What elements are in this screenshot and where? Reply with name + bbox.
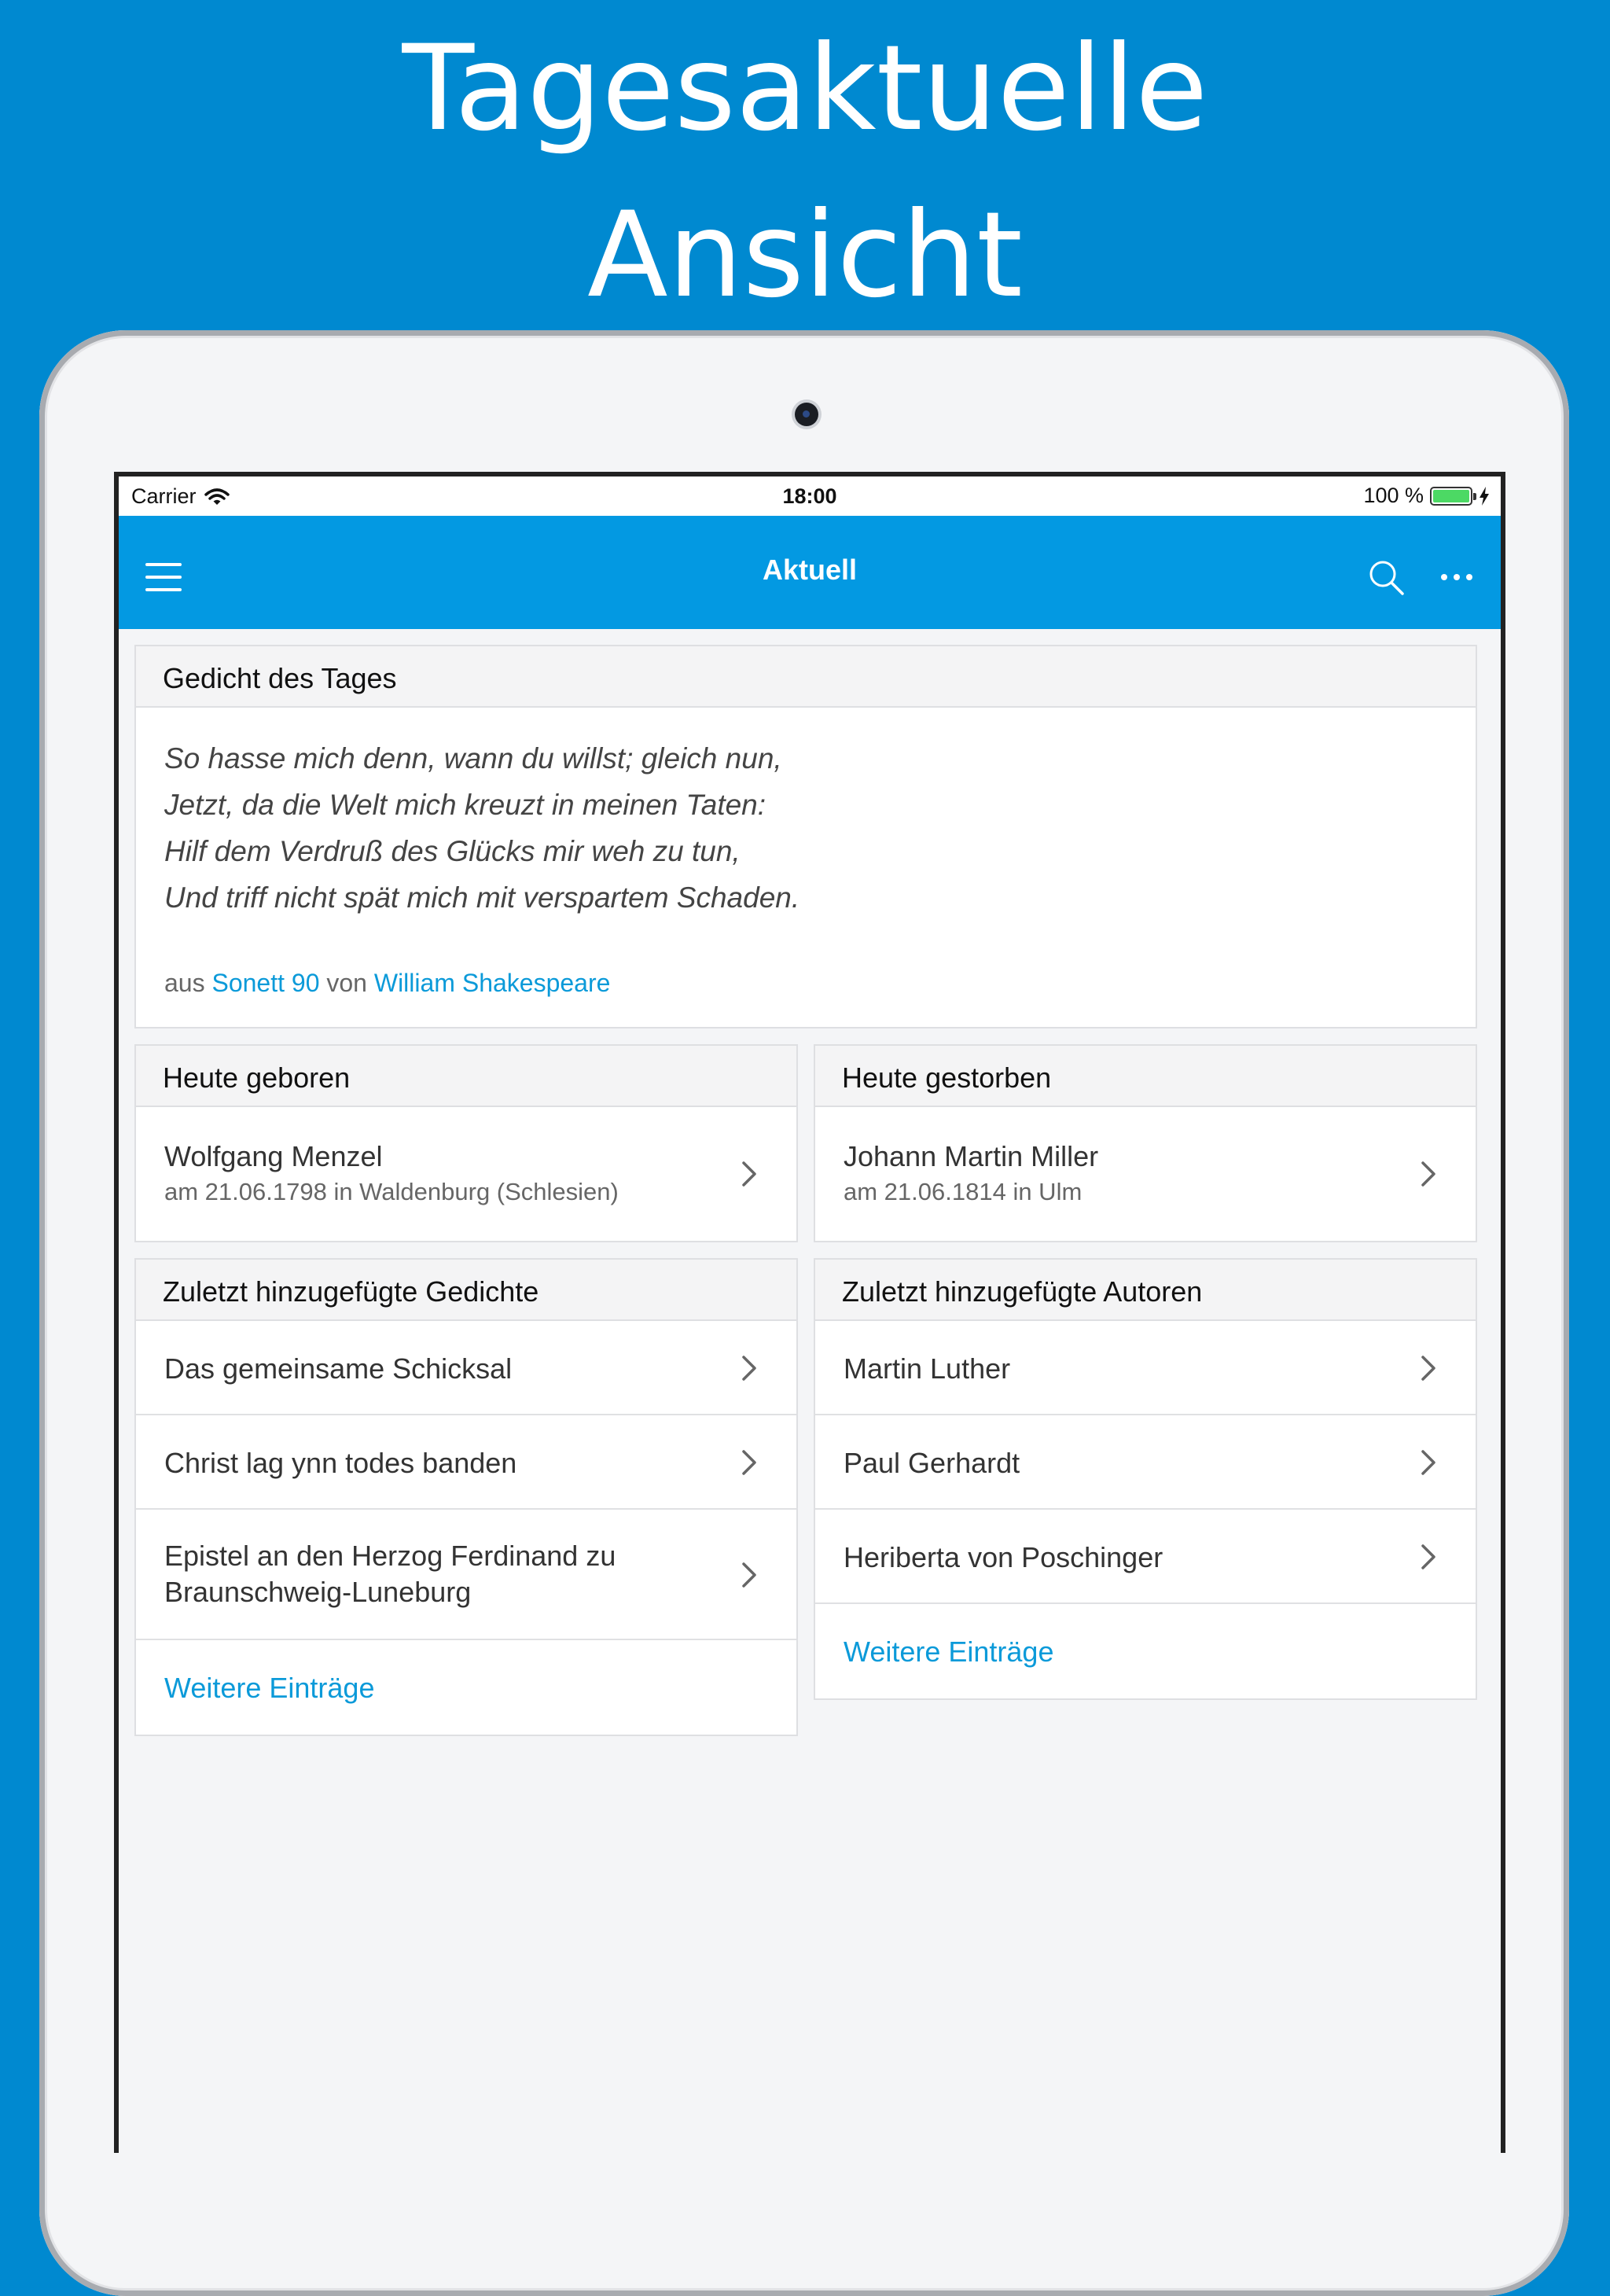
carrier-label: Carrier xyxy=(131,484,197,508)
author-link[interactable]: William Shakespeare xyxy=(373,969,611,997)
status-bar xyxy=(119,476,1501,516)
app-screen xyxy=(114,472,1505,2153)
died-today-row[interactable] xyxy=(815,1107,1476,1241)
born-today-detail: am 21.06.1798 in Waldenburg (Schlesien) xyxy=(164,1178,619,1205)
poem-line: So hasse mich denn, wann du willst; gleich nun, xyxy=(164,742,782,775)
recent-authors-card xyxy=(814,1258,1477,1700)
navigation-bar xyxy=(119,516,1501,629)
battery-icon xyxy=(1430,487,1472,506)
recent-poem-title: Das gemeinsame Schicksal xyxy=(164,1352,513,1385)
poem-line: Hilf dem Verdruß des Glücks mir weh zu tun, xyxy=(164,835,741,867)
recent-author-name: Martin Luther xyxy=(844,1352,1011,1385)
chevron-right-icon xyxy=(741,1562,759,1588)
source-mid: von xyxy=(326,969,367,997)
recent-poems-card xyxy=(134,1258,798,1736)
poem-line: Jetzt, da die Welt mich kreuzt in meinen Taten: xyxy=(164,789,766,821)
born-today-header: Heute geboren xyxy=(136,1046,796,1107)
recent-author-item[interactable] xyxy=(815,1510,1476,1604)
source-prefix: aus xyxy=(164,969,205,997)
chevron-right-icon xyxy=(741,1355,759,1382)
chevron-right-icon xyxy=(741,1449,759,1476)
promo-title-line-1: Tagesaktuelle xyxy=(402,20,1208,157)
poem-title-link[interactable]: Sonett 90 xyxy=(211,969,320,997)
recent-poem-title: Christ lag ynn todes banden xyxy=(164,1447,517,1479)
chevron-right-icon xyxy=(1421,1449,1438,1476)
chevron-right-icon xyxy=(1421,1161,1438,1187)
recent-poem-item[interactable] xyxy=(136,1510,796,1640)
poem-excerpt[interactable] xyxy=(136,708,1476,928)
poem-of-the-day-card xyxy=(134,645,1477,1028)
recent-author-name: Paul Gerhardt xyxy=(844,1447,1020,1479)
recent-poem-title: Epistel an den Herzog Ferdinand zu xyxy=(164,1540,616,1572)
born-today-row[interactable] xyxy=(136,1107,796,1241)
more-authors-link[interactable]: Weitere Einträge xyxy=(844,1636,1054,1668)
died-today-header: Heute gestorben xyxy=(815,1046,1476,1107)
search-icon[interactable] xyxy=(1367,558,1405,596)
battery-fill xyxy=(1433,490,1469,502)
died-today-name: Johann Martin Miller xyxy=(844,1140,1099,1172)
recent-author-item[interactable] xyxy=(815,1415,1476,1510)
more-poems-row[interactable] xyxy=(136,1640,796,1735)
recent-author-item[interactable] xyxy=(815,1321,1476,1415)
promo-title-line-2: Ansicht xyxy=(587,187,1023,324)
chevron-right-icon xyxy=(741,1161,759,1187)
recent-poem-item[interactable] xyxy=(136,1321,796,1415)
status-time: 18:00 xyxy=(782,484,837,508)
battery-indicator xyxy=(1363,484,1490,508)
recent-poems-header: Zuletzt hinzugefügte Gedichte xyxy=(136,1260,796,1321)
more-poems-link[interactable]: Weitere Einträge xyxy=(164,1672,375,1704)
poem-line: Und triff nicht spät mich mit verspartem Schaden. xyxy=(164,881,800,914)
poem-of-the-day-header: Gedicht des Tages xyxy=(136,646,1476,708)
recent-author-name: Heriberta von Poschinger xyxy=(844,1541,1163,1573)
born-today-name: Wolfgang Menzel xyxy=(164,1140,383,1172)
page-title: Aktuell xyxy=(762,554,858,586)
battery-percent: 100 % xyxy=(1363,484,1424,507)
camera-icon xyxy=(795,403,818,426)
chevron-right-icon xyxy=(1421,1355,1438,1382)
poem-source xyxy=(136,928,1476,998)
chevron-right-icon xyxy=(1421,1544,1438,1570)
recent-poem-item[interactable] xyxy=(136,1415,796,1510)
died-today-card xyxy=(814,1044,1477,1242)
content-area xyxy=(119,629,1501,2153)
recent-poem-title-line-2: Braunschweig-Luneburg xyxy=(164,1576,472,1608)
charging-bolt-icon xyxy=(1479,486,1490,506)
born-today-card xyxy=(134,1044,798,1242)
more-icon[interactable] xyxy=(1441,574,1474,582)
died-today-detail: am 21.06.1814 in Ulm xyxy=(844,1178,1083,1205)
more-authors-row[interactable] xyxy=(815,1604,1476,1698)
recent-authors-header: Zuletzt hinzugefügte Autoren xyxy=(815,1260,1476,1321)
